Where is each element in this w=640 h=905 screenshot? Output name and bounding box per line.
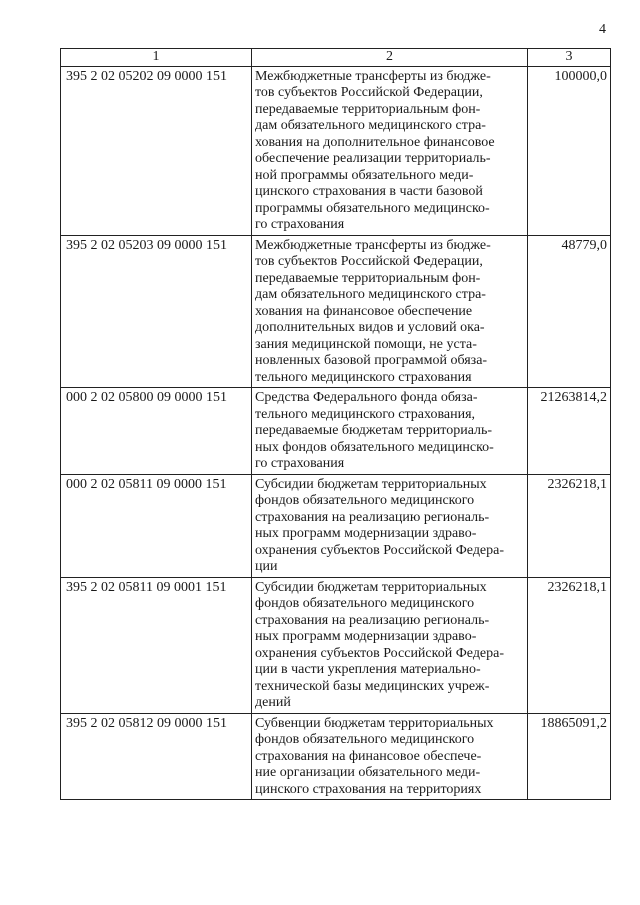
description-line: дополнительных видов и условий ока- [255,320,485,335]
budget-amount: 100000,0 [528,66,611,235]
description-line: передаваемые бюджетам территориаль- [255,423,493,438]
description-line: тов субъектов Российской Федерации, [255,85,483,100]
description-line: Субсидии бюджетам территориальных [255,476,487,492]
description-line: ной программы обязательного меди- [255,167,474,183]
description-line: цинского страхования в части базовой [255,184,483,199]
budget-code: 000 2 02 05800 09 0000 151 [61,388,252,475]
budget-code: 395 2 02 05812 09 0000 151 [61,713,252,800]
budget-description [252,388,528,475]
table-row [61,66,611,235]
budget-amount: 2326218,1 [528,474,611,577]
column-header-3: 3 [528,49,611,67]
description-line: хования на финансовое обеспечение [255,303,473,319]
column-header-1: 1 [61,49,252,67]
budget-description [252,577,528,713]
table-row [61,713,611,800]
description-line: страхования на реализацию региональ- [255,509,490,525]
description-line: цинского страхования на территориях [255,781,482,797]
description-line: новленных базовой программой обяза- [255,353,488,368]
description-line: го страхования [255,456,345,471]
description-line: го страхования [255,217,345,232]
description-line: ных программ модернизации здраво- [255,629,477,644]
budget-table [60,48,611,800]
description-line: ции [255,559,278,574]
budget-amount: 18865091,2 [528,713,611,800]
description-line: фондов обязательного медицинского [255,493,475,508]
description-line: ние организации обязательного меди- [255,765,481,780]
column-header-2: 2 [252,49,528,67]
description-line: Межбюджетные трансферты из бюдже- [255,68,491,84]
description-line: охранения субъектов Российской Федера- [255,542,505,558]
description-line: передаваемые территориальным фон- [255,101,481,117]
description-line: программы обязательного медицинско- [255,200,490,216]
budget-description [252,66,528,235]
budget-code: 000 2 02 05811 09 0000 151 [61,474,252,577]
description-line: ных фондов обязательного медицинско- [255,439,494,455]
header-row [61,49,611,67]
description-line: ции в части укрепления материально- [255,662,481,677]
description-line: Межбюджетные трансферты из бюдже- [255,237,491,253]
description-line: дений [255,695,291,710]
description-line: передаваемые территориальным фон- [255,270,481,286]
budget-amount: 2326218,1 [528,577,611,713]
budget-description [252,235,528,388]
description-line: зания медицинской помощи, не уста- [255,336,477,352]
description-line: страхования на финансовое обеспече- [255,748,482,764]
description-line: обеспечение реализации территориаль- [255,151,491,166]
description-line: тов субъектов Российской Федерации, [255,254,483,269]
budget-description [252,474,528,577]
budget-description [252,713,528,800]
description-line: фондов обязательного медицинского [255,596,475,611]
description-line: тельного медицинского страхования [255,369,472,385]
budget-code: 395 2 02 05203 09 0000 151 [61,235,252,388]
description-line: ных программ модернизации здраво- [255,526,477,541]
table-header [61,49,611,67]
description-line: фондов обязательного медицинского [255,732,475,747]
description-line: хования на дополнительное финансовое [255,134,495,150]
description-line: дам обязательного медицинского стра- [255,287,486,302]
table-row [61,388,611,475]
budget-code: 395 2 02 05811 09 0001 151 [61,577,252,713]
page-number: 4 [599,22,606,37]
description-line: Средства Федерального фонда обяза- [255,390,478,405]
table-body [61,66,611,800]
table-row [61,474,611,577]
budget-amount: 48779,0 [528,235,611,388]
description-line: охранения субъектов Российской Федера- [255,645,505,661]
budget-amount: 21263814,2 [528,388,611,475]
table-row [61,577,611,713]
description-line: Субсидии бюджетам территориальных [255,579,487,595]
description-line: тельного медицинского страхования, [255,406,476,422]
description-line: страхования на реализацию региональ- [255,612,490,628]
description-line: дам обязательного медицинского стра- [255,118,486,133]
description-line: технической базы медицинских учреж- [255,678,490,694]
budget-code: 395 2 02 05202 09 0000 151 [61,66,252,235]
description-line: Субвенции бюджетам территориальных [255,715,494,731]
table-row [61,235,611,388]
